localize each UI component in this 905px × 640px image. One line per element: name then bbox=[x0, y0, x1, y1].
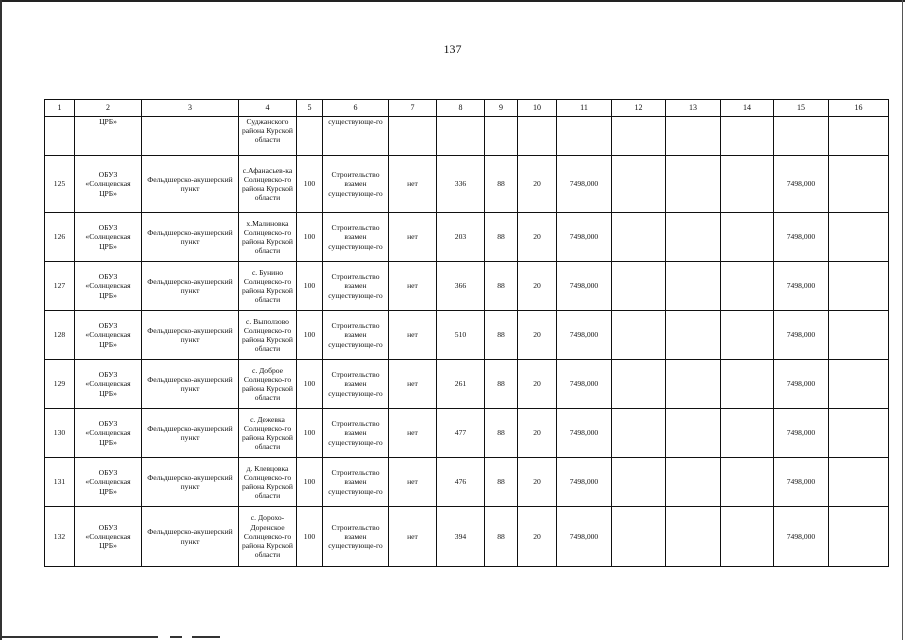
column-header: 15 bbox=[774, 100, 829, 117]
table-row bbox=[45, 409, 889, 458]
column-header: 14 bbox=[721, 100, 774, 117]
capacity-cell: 100 bbox=[297, 458, 323, 507]
table-cell: 88 bbox=[485, 213, 518, 262]
work-type-cell: Строительство взамен существующе-го bbox=[323, 409, 389, 458]
table-cell bbox=[612, 507, 666, 567]
table-cell: 88 bbox=[485, 311, 518, 360]
table-cell bbox=[666, 409, 721, 458]
table-cell bbox=[721, 311, 774, 360]
object-cell: Фельдшерско-акушерский пункт bbox=[142, 262, 239, 311]
table-cell: 88 bbox=[485, 360, 518, 409]
page-border-right bbox=[902, 0, 903, 640]
bottom-rule-long bbox=[0, 636, 158, 638]
amount-cell: 7498,000 bbox=[557, 213, 612, 262]
table-cell bbox=[721, 360, 774, 409]
table-cell bbox=[721, 458, 774, 507]
table-cell: 477 bbox=[437, 409, 485, 458]
table-cell bbox=[142, 117, 239, 156]
table-cell bbox=[721, 409, 774, 458]
table-cell bbox=[612, 311, 666, 360]
table-cell: ЦРБ» bbox=[75, 117, 142, 156]
table-cell bbox=[666, 360, 721, 409]
bottom-rule-short-1 bbox=[170, 636, 182, 638]
table-cell: 88 bbox=[485, 458, 518, 507]
table-cell bbox=[721, 262, 774, 311]
column-header: 1 bbox=[45, 100, 75, 117]
table-cell bbox=[829, 117, 889, 156]
row-number: 127 bbox=[45, 262, 75, 311]
table-row-continuation bbox=[45, 117, 889, 156]
amount-cell: 7498,000 bbox=[774, 311, 829, 360]
amount-cell: 7498,000 bbox=[557, 156, 612, 213]
row-number: 128 bbox=[45, 311, 75, 360]
work-type-cell: Строительство взамен существующе-го bbox=[323, 311, 389, 360]
flag-cell: нет bbox=[389, 213, 437, 262]
location-cell: х.Малиновка Солнцевско-го района Курской области bbox=[239, 213, 297, 262]
table-cell bbox=[666, 507, 721, 567]
page-border-top bbox=[0, 0, 905, 2]
table-cell: 88 bbox=[485, 507, 518, 567]
location-cell: с.Афанасьев-ка Солнцевско-го района Курской области bbox=[239, 156, 297, 213]
flag-cell: нет bbox=[389, 360, 437, 409]
object-cell: Фельдшерско-акушерский пункт bbox=[142, 311, 239, 360]
table-cell bbox=[437, 117, 485, 156]
table-cell bbox=[612, 360, 666, 409]
table-cell: Суджанского района Курской области bbox=[239, 117, 297, 156]
table-cell: 20 bbox=[518, 409, 557, 458]
page-border-left bbox=[0, 0, 2, 640]
header-row bbox=[45, 100, 889, 117]
column-header: 6 bbox=[323, 100, 389, 117]
table-row bbox=[45, 311, 889, 360]
table-cell bbox=[666, 213, 721, 262]
column-header: 4 bbox=[239, 100, 297, 117]
amount-cell: 7498,000 bbox=[557, 409, 612, 458]
table-cell: 336 bbox=[437, 156, 485, 213]
table-cell: 261 bbox=[437, 360, 485, 409]
table-cell bbox=[612, 156, 666, 213]
location-cell: с. Доброе Солнцевско-го района Курской области bbox=[239, 360, 297, 409]
table-cell bbox=[829, 458, 889, 507]
table-row bbox=[45, 213, 889, 262]
table-cell bbox=[666, 156, 721, 213]
capacity-cell: 100 bbox=[297, 507, 323, 567]
row-number: 132 bbox=[45, 507, 75, 567]
table-cell: 20 bbox=[518, 507, 557, 567]
object-cell: Фельдшерско-акушерский пункт bbox=[142, 360, 239, 409]
organization-cell: ОБУЗ «Солнцевская ЦРБ» bbox=[75, 156, 142, 213]
object-cell: Фельдшерско-акушерский пункт bbox=[142, 156, 239, 213]
table-row bbox=[45, 262, 889, 311]
amount-cell: 7498,000 bbox=[557, 262, 612, 311]
table-cell bbox=[45, 117, 75, 156]
object-cell: Фельдшерско-акушерский пункт bbox=[142, 507, 239, 567]
organization-cell: ОБУЗ «Солнцевская ЦРБ» bbox=[75, 458, 142, 507]
table-cell bbox=[666, 311, 721, 360]
column-header: 11 bbox=[557, 100, 612, 117]
organization-cell: ОБУЗ «Солнцевская ЦРБ» bbox=[75, 311, 142, 360]
amount-cell: 7498,000 bbox=[774, 156, 829, 213]
flag-cell: нет bbox=[389, 458, 437, 507]
table-cell bbox=[612, 117, 666, 156]
column-header: 13 bbox=[666, 100, 721, 117]
location-cell: с. Дежевка Солнцевско-го района Курской области bbox=[239, 409, 297, 458]
organization-cell: ОБУЗ «Солнцевская ЦРБ» bbox=[75, 262, 142, 311]
table-cell bbox=[721, 213, 774, 262]
column-header: 5 bbox=[297, 100, 323, 117]
table-cell bbox=[485, 117, 518, 156]
table-cell bbox=[666, 262, 721, 311]
row-number: 126 bbox=[45, 213, 75, 262]
table-cell: 510 bbox=[437, 311, 485, 360]
amount-cell: 7498,000 bbox=[557, 458, 612, 507]
amount-cell: 7498,000 bbox=[557, 360, 612, 409]
table-cell: 88 bbox=[485, 409, 518, 458]
work-type-cell: Строительство взамен существующе-го bbox=[323, 458, 389, 507]
flag-cell: нет bbox=[389, 311, 437, 360]
flag-cell: нет bbox=[389, 507, 437, 567]
table-cell bbox=[829, 360, 889, 409]
row-number: 125 bbox=[45, 156, 75, 213]
table-cell: 394 bbox=[437, 507, 485, 567]
flag-cell: нет bbox=[389, 156, 437, 213]
column-header: 12 bbox=[612, 100, 666, 117]
column-header: 9 bbox=[485, 100, 518, 117]
column-header: 10 bbox=[518, 100, 557, 117]
capacity-cell: 100 bbox=[297, 213, 323, 262]
amount-cell: 7498,000 bbox=[774, 262, 829, 311]
table-cell bbox=[829, 262, 889, 311]
amount-cell: 7498,000 bbox=[557, 507, 612, 567]
work-type-cell: Строительство взамен существующе-го bbox=[323, 262, 389, 311]
amount-cell: 7498,000 bbox=[557, 311, 612, 360]
bottom-rule-short-2 bbox=[192, 636, 220, 638]
object-cell: Фельдшерско-акушерский пункт bbox=[142, 409, 239, 458]
row-number: 131 bbox=[45, 458, 75, 507]
table-cell bbox=[389, 117, 437, 156]
table-cell bbox=[774, 117, 829, 156]
table-cell: 20 bbox=[518, 213, 557, 262]
capacity-cell: 100 bbox=[297, 409, 323, 458]
table-row bbox=[45, 360, 889, 409]
column-header: 2 bbox=[75, 100, 142, 117]
table-cell: 366 bbox=[437, 262, 485, 311]
flag-cell: нет bbox=[389, 262, 437, 311]
table-cell: 88 bbox=[485, 156, 518, 213]
table-cell bbox=[829, 311, 889, 360]
data-table bbox=[44, 99, 889, 567]
column-header: 8 bbox=[437, 100, 485, 117]
table-row bbox=[45, 156, 889, 213]
location-cell: с. Бунино Солнцевско-го района Курской области bbox=[239, 262, 297, 311]
capacity-cell: 100 bbox=[297, 311, 323, 360]
column-header: 16 bbox=[829, 100, 889, 117]
location-cell: д. Клевцовка Солнцевско-го района Курской области bbox=[239, 458, 297, 507]
table-cell bbox=[666, 117, 721, 156]
table-cell bbox=[829, 507, 889, 567]
table-cell bbox=[612, 262, 666, 311]
table-cell bbox=[666, 458, 721, 507]
table-cell: 20 bbox=[518, 311, 557, 360]
organization-cell: ОБУЗ «Солнцевская ЦРБ» bbox=[75, 360, 142, 409]
table-cell bbox=[297, 117, 323, 156]
table-cell bbox=[721, 117, 774, 156]
table-cell bbox=[829, 213, 889, 262]
amount-cell: 7498,000 bbox=[774, 360, 829, 409]
table-cell: 476 bbox=[437, 458, 485, 507]
page-number: 137 bbox=[443, 42, 462, 56]
table-cell: 20 bbox=[518, 262, 557, 311]
amount-cell: 7498,000 bbox=[774, 409, 829, 458]
row-number: 130 bbox=[45, 409, 75, 458]
table-cell: 20 bbox=[518, 360, 557, 409]
capacity-cell: 100 bbox=[297, 360, 323, 409]
table-cell bbox=[518, 117, 557, 156]
table-cell bbox=[829, 156, 889, 213]
work-type-cell: Строительство взамен существующе-го bbox=[323, 156, 389, 213]
table-cell bbox=[557, 117, 612, 156]
table-cell bbox=[612, 213, 666, 262]
location-cell: с. Дорохо-Доренское Солнцевско-го района Курской области bbox=[239, 507, 297, 567]
organization-cell: ОБУЗ «Солнцевская ЦРБ» bbox=[75, 409, 142, 458]
table-row bbox=[45, 458, 889, 507]
work-type-cell: Строительство взамен существующе-го bbox=[323, 213, 389, 262]
table-cell bbox=[612, 458, 666, 507]
table-cell: существующе-го bbox=[323, 117, 389, 156]
work-type-cell: Строительство взамен существующе-го bbox=[323, 507, 389, 567]
amount-cell: 7498,000 bbox=[774, 213, 829, 262]
row-number: 129 bbox=[45, 360, 75, 409]
table-cell bbox=[721, 507, 774, 567]
table-cell: 20 bbox=[518, 156, 557, 213]
amount-cell: 7498,000 bbox=[774, 458, 829, 507]
object-cell: Фельдшерско-акушерский пункт bbox=[142, 213, 239, 262]
location-cell: с. Выползово Солнцевско-го района Курской области bbox=[239, 311, 297, 360]
table-cell: 203 bbox=[437, 213, 485, 262]
table-cell bbox=[612, 409, 666, 458]
flag-cell: нет bbox=[389, 409, 437, 458]
table-cell bbox=[829, 409, 889, 458]
capacity-cell: 100 bbox=[297, 262, 323, 311]
column-header: 7 bbox=[389, 100, 437, 117]
amount-cell: 7498,000 bbox=[774, 507, 829, 567]
organization-cell: ОБУЗ «Солнцевская ЦРБ» bbox=[75, 507, 142, 567]
object-cell: Фельдшерско-акушерский пункт bbox=[142, 458, 239, 507]
table-cell bbox=[721, 156, 774, 213]
column-header: 3 bbox=[142, 100, 239, 117]
work-type-cell: Строительство взамен существующе-го bbox=[323, 360, 389, 409]
table-row bbox=[45, 507, 889, 567]
table-cell: 88 bbox=[485, 262, 518, 311]
table-cell: 20 bbox=[518, 458, 557, 507]
capacity-cell: 100 bbox=[297, 156, 323, 213]
organization-cell: ОБУЗ «Солнцевская ЦРБ» bbox=[75, 213, 142, 262]
